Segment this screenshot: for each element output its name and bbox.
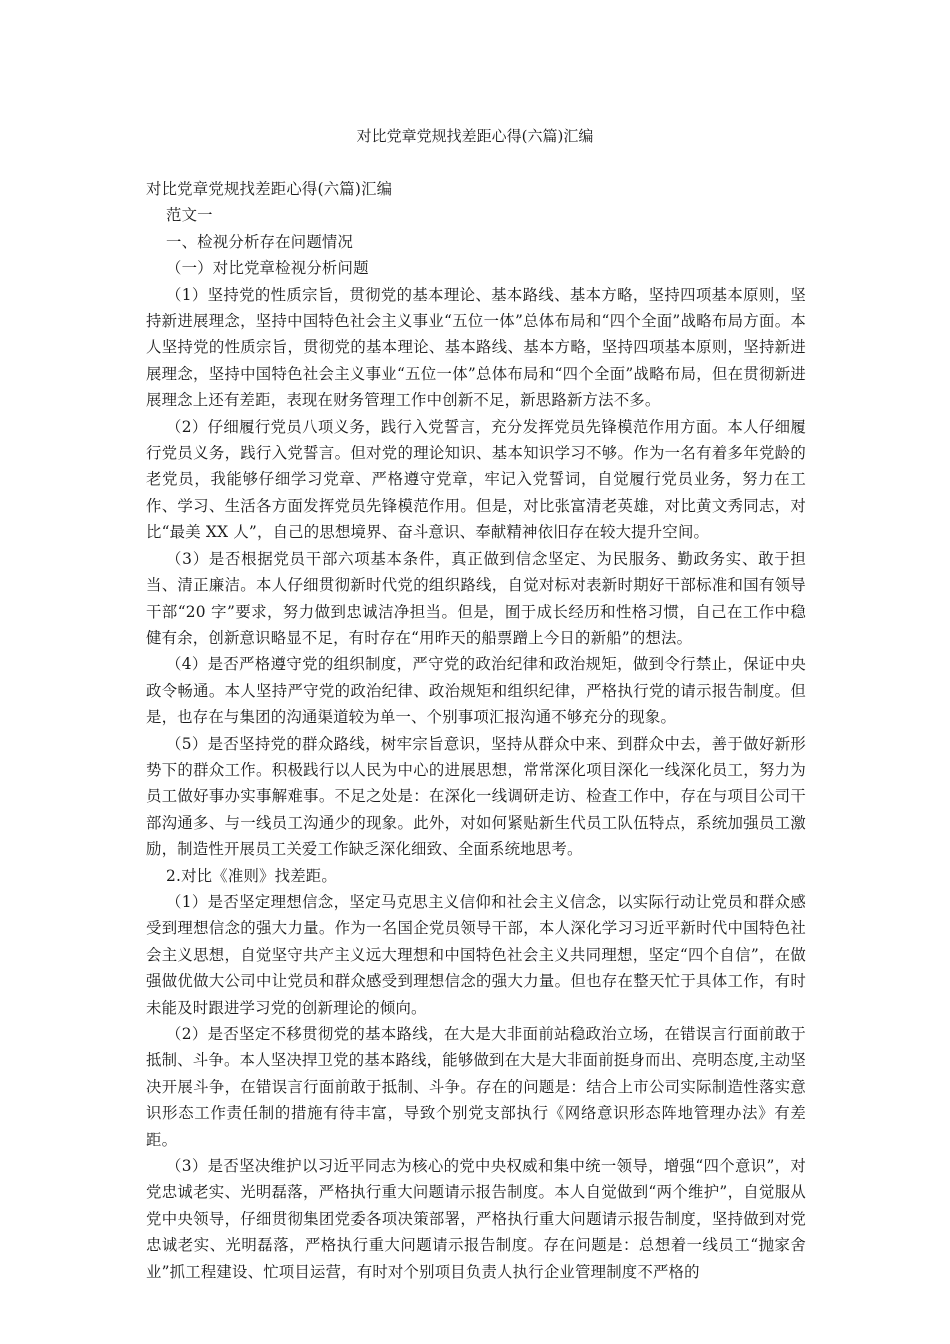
section-heading: 一、检视分析存在问题情况 bbox=[166, 232, 354, 251]
paragraph: （1）是否坚定理想信念，坚定马克思主义信仰和社会主义信念，以实际行动让党员和群众感受到理想信念的强大力量。作为一名国企党员领导干部，本人深化学习习近平新时代中国特色社会主义思想，自觉坚守共产主义远大理想和中国特色社会主义共同理想，坚定“四个自信”，在做强做优做大公司中让党员和群众感受到理想信念的强大力量。但也存在整天忙于具体工作，有时未能及时跟进学习党的创新理论的倾向。 bbox=[146, 892, 806, 1017]
paragraph: （5）是否坚持党的群众路线，树牢宗旨意识，坚持从群众中来、到群众中去，善于做好新形势下的群众工作。积极践行以人民为中心的进展思想，常常深化项目深化一线深化员工，努力为员工做好事办实事解难事。不足之处是：在深化一线调研走访、检查工作中，存在与项目公司干部沟通多、与一线员工沟通少的现象。此外，对如何紧贴新生代员工队伍特点，系统加强员工激励，制造性开展员工关爱工作缺乏深化细致、全面系统地思考。 bbox=[146, 734, 806, 859]
document-body bbox=[146, 176, 806, 1285]
paragraph: （1）坚持党的性质宗旨，贯彻党的基本理论、基本路线、基本方略，坚持四项基本原则，坚持新进展理念，坚持中国特色社会主义事业“五位一体”总体布局和“四个全面”战略布局方面。本人坚持党的性质宗旨，贯彻党的基本理论、基本路线、基本方略，坚持四项基本原则，坚持新进展理念，坚持中国特色社会主义事业“五位一体”总体布局和“四个全面”战略布局，但在贯彻新进展理念上还有差距，表现在财务管理工作中创新不足，新思路新方法不多。 bbox=[146, 285, 806, 410]
paragraph: （4）是否严格遵守党的组织制度，严守党的政治纪律和政治规矩，做到令行禁止，保证中央政令畅通。本人坚持严守党的政治纪律、政治规矩和组织纪律，严格执行党的请示报告制度。但是，也存在与集团的沟通渠道较为单一、个别事项汇报沟通不够充分的现象。 bbox=[146, 655, 806, 727]
paragraph: （2）仔细履行党员八项义务，践行入党誓言，充分发挥党员先锋模范作用方面。本人仔细履行党员义务，践行入党誓言。但对党的理论知识、基本知识学习不够。作为一名有着多年党龄的老党员，我能够仔细学习党章、严格遵守党章，牢记入党誓词，自觉履行党员业务，努力在工作、学习、生活各方面发挥党员先锋模范作用。但是，对比张富清老英雄，对比黄文秀同志，对比“最美 XX 人”，自己的思想境界、奋斗意识、奉献精神依旧存在较大提升空间。 bbox=[146, 417, 806, 542]
paragraph: （3）是否根据党员干部六项基本条件，真正做到信念坚定、为民服务、勤政务实、敢于担当、清正廉洁。本人仔细贯彻新时代党的组织路线，自觉对标对表新时期好干部标准和国有领导干部“20 字”要求，努力做到忠诚洁净担当。但是，囿于成长经历和性格习惯，自己在工作中稳健有余，创新意识略显不足，有时存在“用昨天的船票蹭上今日的新船”的想法。 bbox=[146, 549, 806, 647]
paragraph: （3）是否坚决维护以习近平同志为核心的党中央权威和集中统一领导，增强“四个意识”，对党忠诚老实、光明磊落，严格执行重大问题请示报告制度。本人自觉做到“两个维护”，自觉服从党中央领导，仔细贯彻集团党委各项决策部署，严格执行重大问题请示报告制度，坚持做到对党忠诚老实、光明磊落，严格执行重大问题请示报告制度。存在问题是：总想着一线员工“抛家舍业”抓工程建设、忙项目运营，有时对个别项目负责人执行企业管理制度不严格的 bbox=[146, 1157, 806, 1281]
paragraph: （2）是否坚定不移贯彻党的基本路线，在大是大非面前站稳政治立场，在错误言行面前敢于抵制、斗争。本人坚决捍卫党的基本路线，能够做到在大是大非面前挺身而出、亮明态度,主动坚决开展斗争，在错误言行面前敢于抵制、斗争。存在的问题是：结合上市公司实际制造性落实意识形态工作责任制的措施有待丰富，导致个别党支部执行《网络意识形态阵地管理办法》有差距。 bbox=[146, 1025, 806, 1149]
document-title: 对比党章党规找差距心得(六篇)汇编 bbox=[356, 127, 594, 145]
section-label: 范文一 bbox=[166, 206, 213, 225]
document-subtitle: 对比党章党规找差距心得(六篇)汇编 bbox=[146, 180, 393, 198]
subsection-heading: 2.对比《准则》找差距。 bbox=[166, 866, 337, 885]
subsection-heading: （一）对比党章检视分析问题 bbox=[166, 259, 369, 278]
